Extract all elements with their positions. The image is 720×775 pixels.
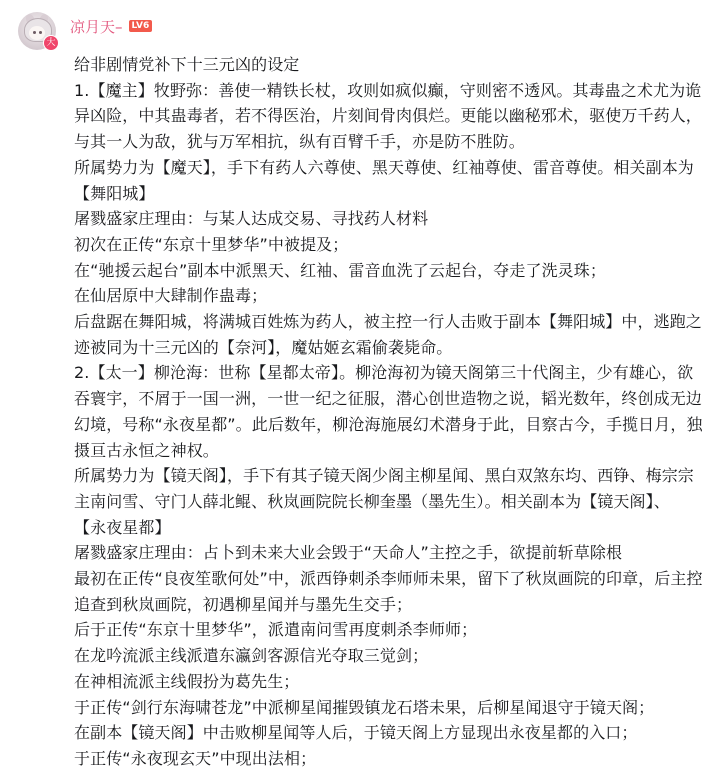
comment-text-line: 异凶险，中其蛊毒者，若不得医治，片刻间骨肉俱烂。更能以幽秘邪术，驱使万千药人，: [74, 106, 702, 126]
comment-text-line: 最初在正传“良夜笙歌何处”中，派西铮刺杀李师师未果，留下了秋岚画院的印章，后主控: [74, 569, 703, 589]
comment-text-line: 屠戮盛家庄理由：占卜到未来大业会毁于“天命人”主控之手，欲提前斩草除根: [74, 543, 623, 563]
level-badge: LV6: [129, 20, 153, 32]
username-link[interactable]: 凉月天–: [70, 17, 123, 36]
comment-text-line: 所属势力为【镜天阁】，手下有其子镜天阁少阁主柳星闻、黑白双煞东均、西铮、梅宗宗: [74, 466, 694, 486]
comment-text-line: 主南问雪、守门人薛北鲲、秋岚画院院长柳奎墨（墨先生）。相关副本为【镜天阁】、: [74, 491, 670, 511]
comment-text-line: 2.【太一】柳沧海：世称【星都太帝】。柳沧海初为镜天阁第三十代阁主，少有雄心，欲: [74, 363, 694, 383]
comment-text-line: 吞寰宇，不屑于一国一洲，一世一纪之征服，潜心创世造物之说，韬光数年，终创成无边: [74, 389, 702, 409]
comment-text-line: 迹被同为十三元凶的【奈河】，魔姑姬玄霜偷袭毙命。: [74, 337, 453, 357]
comment-text-line: 后于正传“东京十里梦华”，派遣南问雪再度刺杀李师师；: [74, 620, 478, 640]
comment-text: [74, 52, 710, 772]
comment-text-line: 【永夜星都】: [74, 517, 171, 537]
comment-text-line: 初次在正传“东京十里梦华”中被提及；: [74, 234, 349, 254]
comment-text-line: 追查到秋岚画院，初遇柳星闻并与墨先生交手；: [74, 594, 413, 614]
comment-text-line: 屠戮盛家庄理由：与某人达成交易、寻找药人材料: [74, 209, 429, 229]
comment-text-line: 所属势力为【魔天】，手下有药人六尊使、黑天尊使、红袖尊使、雷音尊使。相关副本为: [74, 157, 694, 177]
comment-text-line: 后盘踞在舞阳城，将满城百姓炼为药人，被主控一行人击败于副本【舞阳城】中，逃跑之: [74, 312, 702, 332]
comment-text-line: 在龙吟流派主线派遣东瀛剑客源信光夺取三觉剑；: [74, 646, 429, 666]
comment-text-line: 于正传“永夜现玄天”中现出法相；: [74, 748, 317, 768]
comment-text-line: 给非剧情党补下十三元凶的设定: [74, 55, 300, 74]
comment-text-line: 在仙居原中大肆制作蛊毒；: [74, 286, 268, 306]
comment-text-line: 摄亘古永恒之神权。: [74, 440, 219, 460]
comment-text-line: 幻境，号称“永夜星都”。此后数年，柳沧海施展幻术潜身于此，目察古今，手揽日月，独: [74, 414, 703, 434]
comment-text-line: 【舞阳城】: [74, 183, 155, 203]
comment-text-line: 在“驰援云起台”副本中派黑天、红袖、雷音血洗了云起台，夺走了洗灵珠；: [74, 260, 606, 280]
comment-text-line: 在副本【镜天阁】中击败柳星闻等人后，于镜天阁上方显现出永夜星都的入口；: [74, 723, 638, 743]
comment-text-line: 与其一人为敌，犹与万军相抗，纵有百臂千手，亦是防不胜防。: [74, 132, 525, 152]
user-info: [70, 15, 152, 37]
avatar[interactable]: [18, 12, 56, 50]
comment-text-line: 在神相流派主线假扮为葛先生；: [74, 671, 300, 691]
avatar-pendant-badge: 大: [43, 35, 59, 51]
comment-text-line: 1.【魔主】牧野弥：善使一精铁长杖，攻则如疯似癫，守则密不透风。其毒蛊之术尤为诡: [74, 80, 702, 100]
comment-text-line: 于正传“剑行东海啸苍龙”中派柳星闻摧毁镇龙石塔未果，后柳星闻退守于镜天阁；: [74, 697, 655, 717]
